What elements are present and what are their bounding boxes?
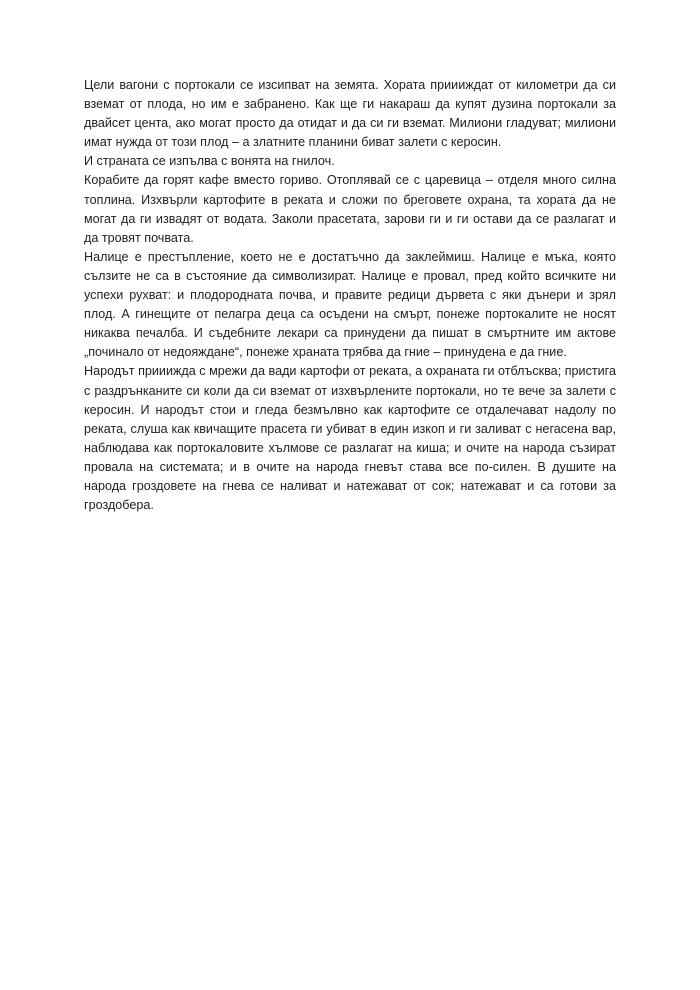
document-body xyxy=(84,76,616,515)
paragraph-1: Цели вагони с портокали се изсипват на земята. Хората приииждат от километри да си вземат от плода, но им е забранено. Как ще ги накараш да купят дузина портокали за двайсет цента, ако могат просто да отидат и да си ги вземат. Милиони гладуват; милиони имат нужда от този плод – а златните планини биват залети с керосин. xyxy=(84,78,616,150)
paragraph-5: Народът приииждa с мрежи да вади картофи от реката, а охраната ги отблъсква; пристига с раздрънканите си коли да си вземат от изхвърлените портокали, но те вече за залети с керосин. И народът стои и гледа безмълвно как картофите се отдалечават надолу по реката, слуша как квичащите прасета ги убиват в един изкоп и ги заливат с негасена вар, наблюдава как портокаловите хълмове се разлагат на киша; и очите на народа съзират провала на системата; и в очите на народа гневът става все по-силен. В душите на народа гроздовете на гнева се наливат и натежават от сок; натежават и са готови за гроздобера. xyxy=(84,364,616,513)
paragraph-4: Налице е престъпление, което не е достатъчно да заклеймиш. Налице е мъка, която сълзите не са в състояние да символизират. Налице е провал, пред който всичките ни успехи рухват: и плодородната почва, и правите редици дървета с яки дънери и зрял плод. А гинещите от пелагра деца са осъдени на смърт, понеже портокалите не носят никаква печалба. И съдебните лекари са принудени да пишат в смъртните им актове „починало от недояждане“, понеже храната трябва да гние – принудена е да гние. xyxy=(84,249,616,360)
paragraph-3: Корабите да горят кафе вместо гориво. Отоплявай се с царевица – отделя много силна топлина. Изхвърли картофите в реката и сложи по бреговете охрана, та хората да не могат да ги извадят от водата. Заколи прасетата, зарови ги и ги остави да се разлагат и да тровят почвата. xyxy=(84,173,616,245)
paragraph-2: И страната се изпълва с вонята на гнилоч. xyxy=(84,154,335,169)
